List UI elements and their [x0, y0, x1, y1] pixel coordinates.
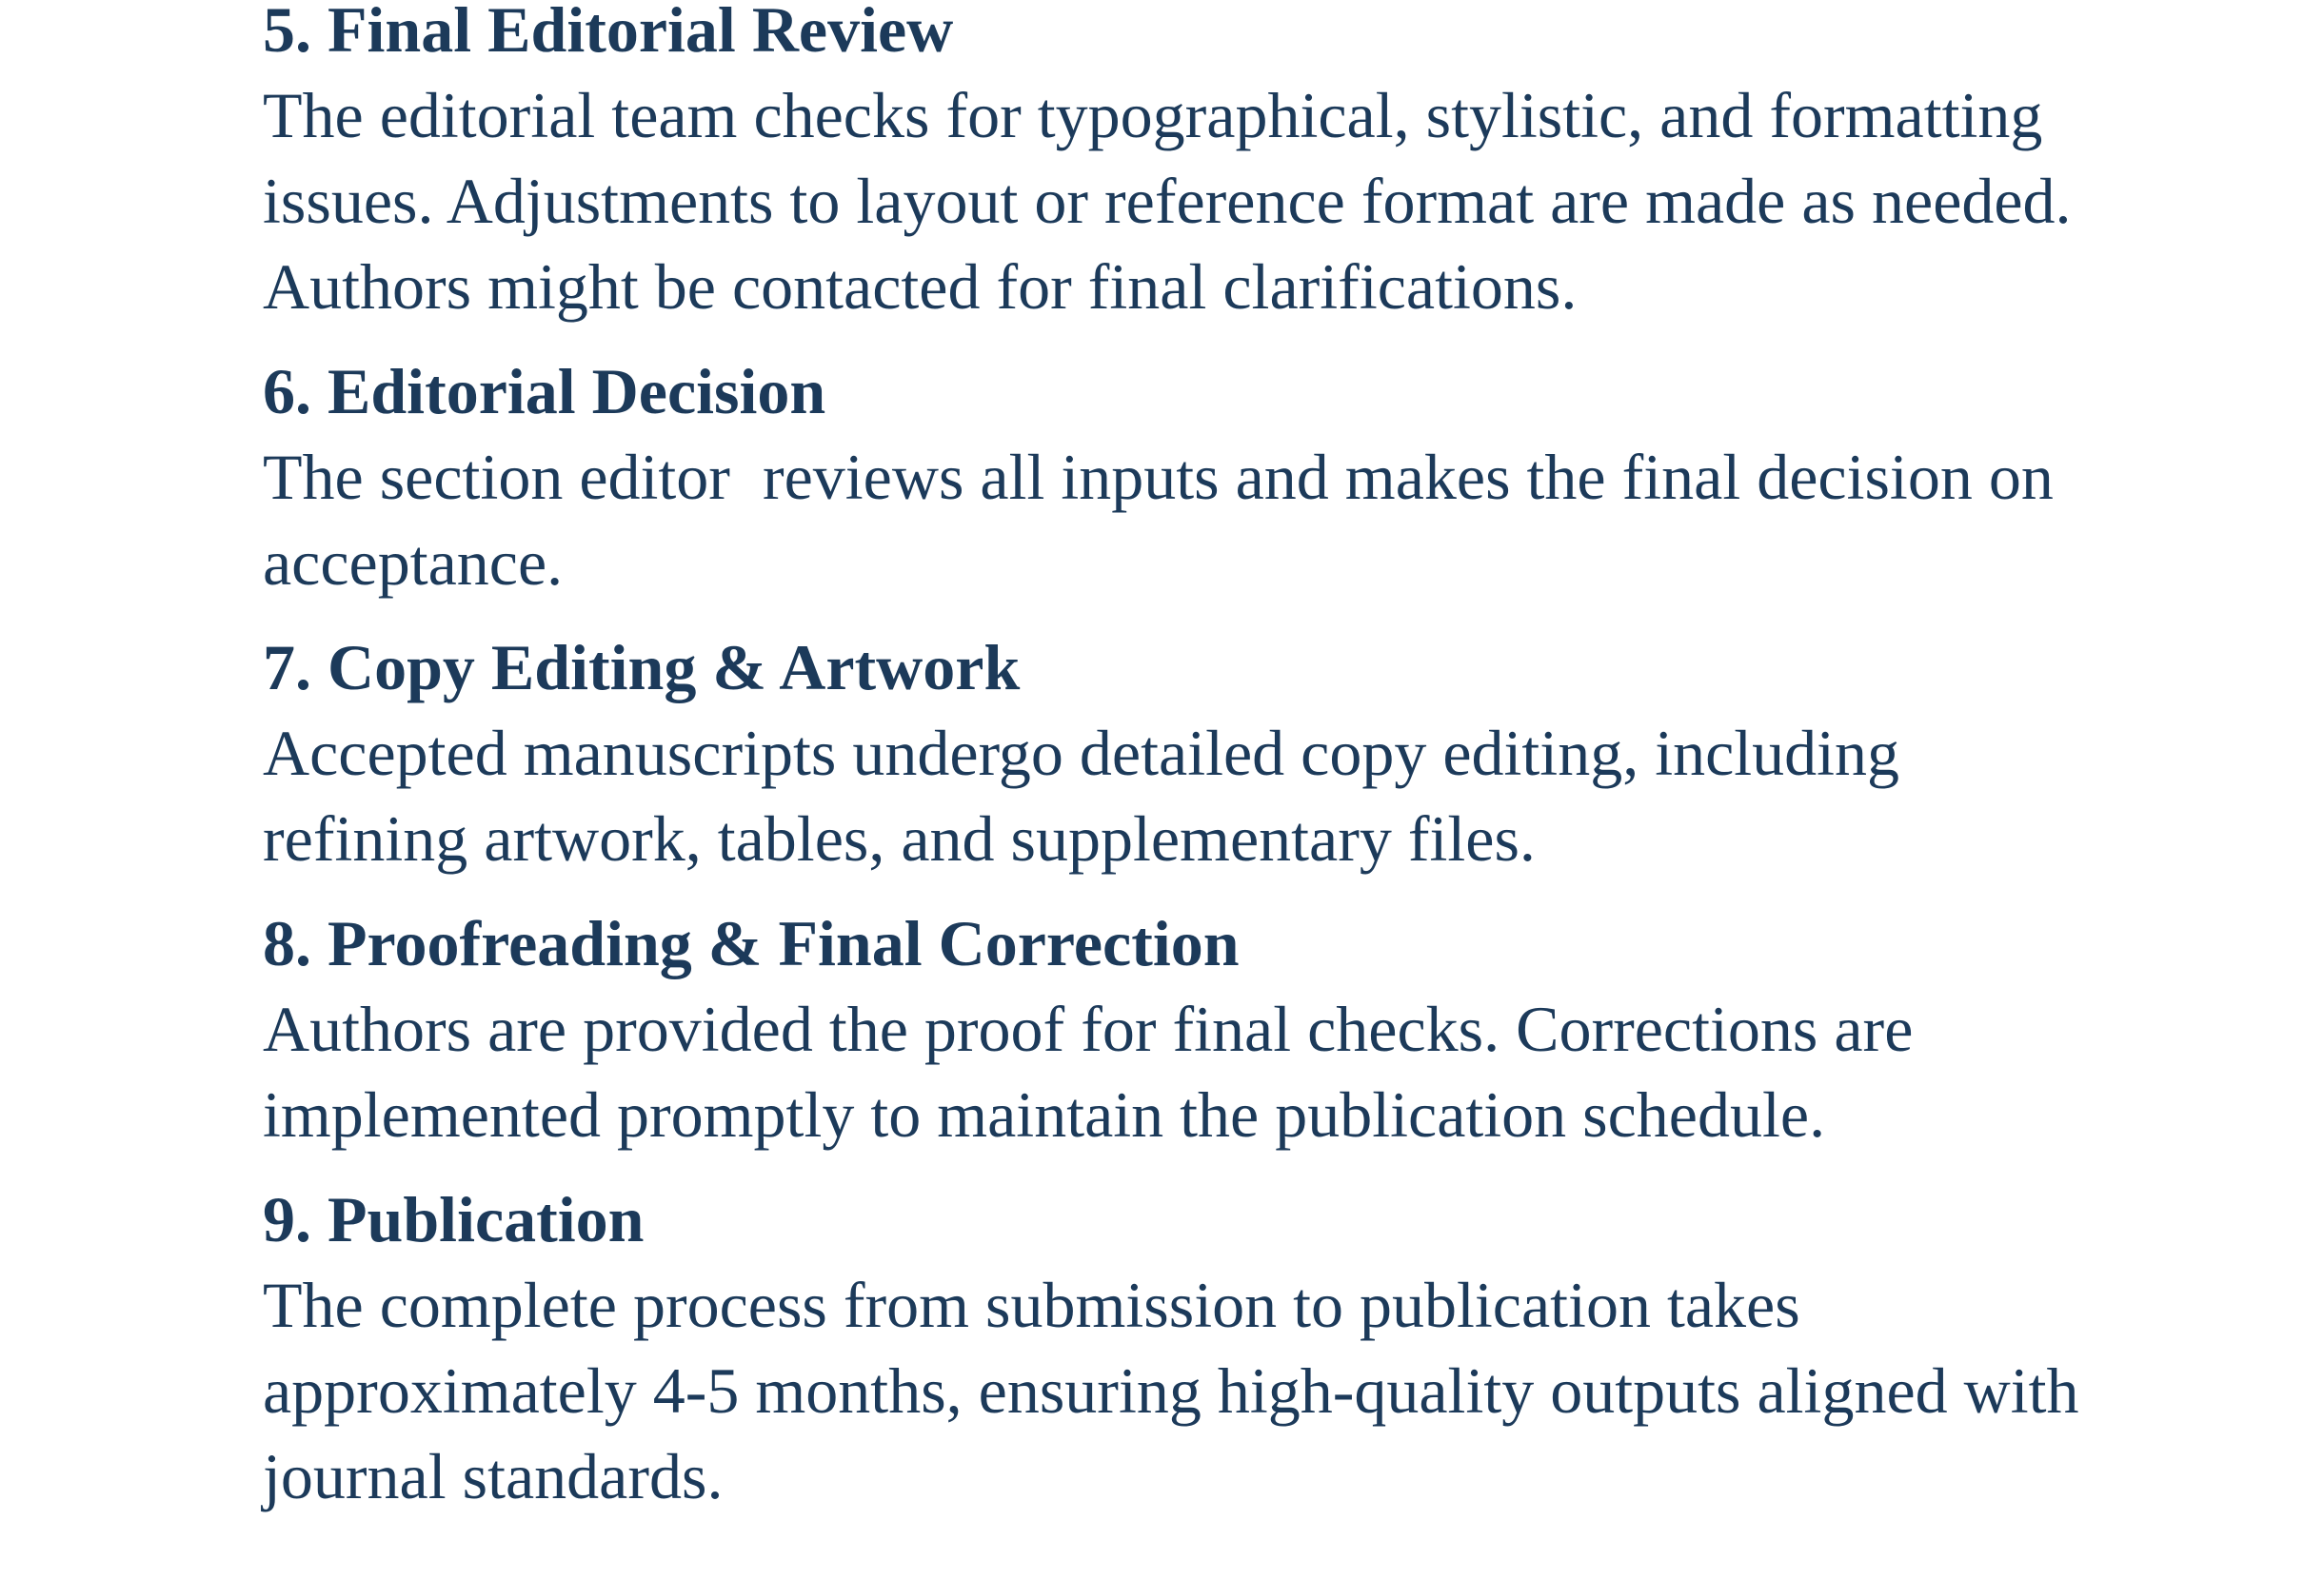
step-proofreading-final-correction: [263, 900, 2167, 1157]
step-editorial-decision: [263, 348, 2167, 605]
step-description: [263, 434, 2167, 605]
step-text-line: journal standards.: [263, 1440, 724, 1512]
step-text-line: The complete process from submission to publication takes: [263, 1269, 1800, 1341]
step-heading: 6. Editorial Decision: [263, 355, 826, 427]
step-description: [263, 986, 2167, 1157]
step-text-line: approximately 4-5 months, ensuring high-quality outputs aligned with: [263, 1354, 2079, 1427]
step-heading: 7. Copy Editing & Artwork: [263, 631, 1021, 703]
step-text-line: implemented promptly to maintain the publication schedule.: [263, 1078, 1826, 1151]
step-text-line: The section editor reviews all inputs and makes the final decision on: [263, 441, 2054, 513]
step-text-line: acceptance.: [263, 526, 564, 599]
step-description: [263, 1262, 2167, 1519]
step-text-line: Authors are provided the proof for final checks. Corrections are: [263, 993, 1914, 1065]
step-text-line: refining artwork, tables, and supplementary files.: [263, 802, 1536, 875]
step-text-line: Accepted manuscripts undergo detailed copy editing, including: [263, 717, 1900, 789]
step-description: [263, 72, 2167, 329]
step-heading: 9. Publication: [263, 1183, 645, 1255]
step-text-line: issues. Adjustments to layout or reference format are made as needed.: [263, 165, 2072, 237]
step-description: [263, 710, 2167, 881]
step-heading: 5. Final Editorial Review: [263, 0, 954, 66]
step-text-line: The editorial team checks for typographical, stylistic, and formatting: [263, 79, 2043, 151]
step-text-line: Authors might be contacted for final clarifications.: [263, 250, 1578, 323]
step-heading: 8. Proofreading & Final Correction: [263, 907, 1240, 979]
step-final-editorial-review: [263, 0, 2167, 329]
document-body: [263, 0, 2167, 1538]
step-copy-editing-artwork: [263, 624, 2167, 881]
step-publication: [263, 1176, 2167, 1519]
